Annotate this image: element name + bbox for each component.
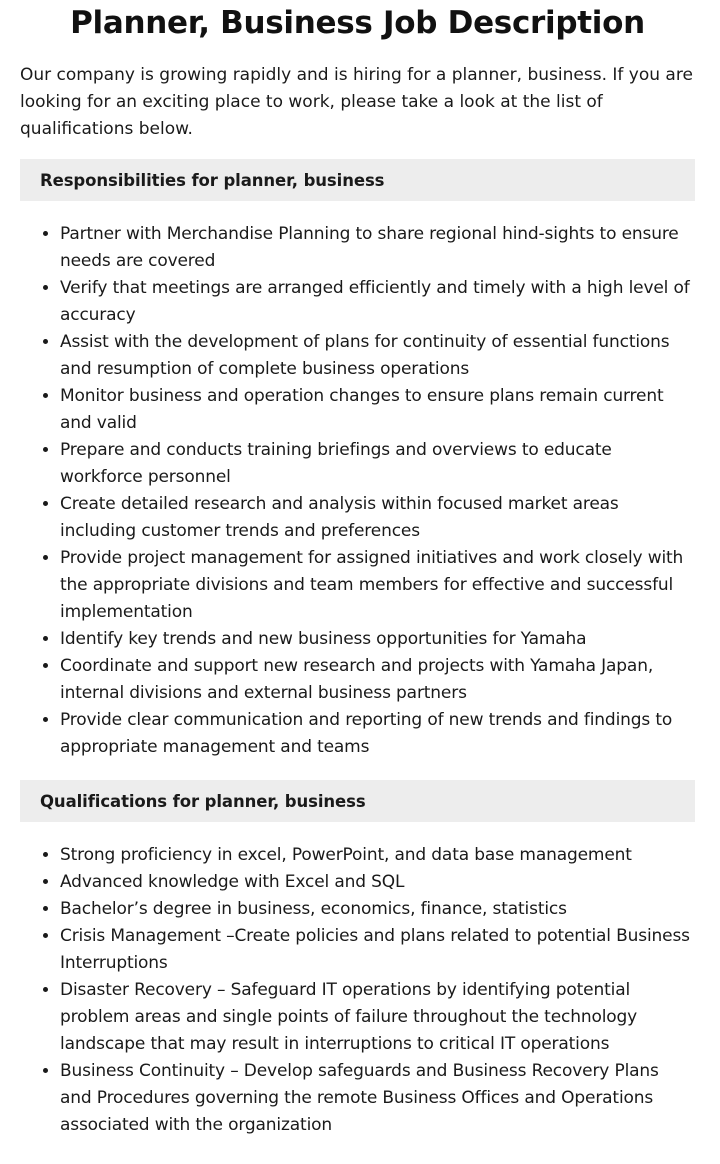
responsibility-item: • Provide project management for assigned initiatives and work closely with the appropriate divisions and team members for effective and successful implementation <box>60 545 695 626</box>
qualification-item: • Strong proficiency in excel, PowerPoint, and data base management <box>60 842 695 869</box>
intro-paragraph: Our company is growing rapidly and is hiring for a planner, business. If you are looking for an exciting place to work, please take a look at the list of qualifications below. <box>20 65 693 139</box>
responsibility-item: • Prepare and conducts training briefings and overviews to educate workforce personnel <box>60 437 695 491</box>
responsibilities-section <box>20 159 695 761</box>
qualifications-heading: Qualifications for planner, business <box>20 780 695 822</box>
qualifications-section <box>20 780 695 1139</box>
responsibility-item: • Create detailed research and analysis within focused market areas including customer trends and preferences <box>60 491 695 545</box>
qualification-item: • Bachelor’s degree in business, economics, finance, statistics <box>60 896 695 923</box>
responsibility-item: • Monitor business and operation changes to ensure plans remain current and valid <box>60 383 695 437</box>
qualification-item: • Advanced knowledge with Excel and SQL <box>60 869 695 896</box>
responsibility-item: • Verify that meetings are arranged efficiently and timely with a high level of accuracy <box>60 275 695 329</box>
qualifications-list <box>20 842 695 1139</box>
responsibilities-heading: Responsibilities for planner, business <box>20 159 695 201</box>
responsibility-item: • Assist with the development of plans for continuity of essential functions and resumption of complete business operations <box>60 329 695 383</box>
responsibilities-list <box>20 221 695 761</box>
responsibility-item: • Provide clear communication and reporting of new trends and findings to appropriate management and teams <box>60 707 695 761</box>
qualification-item: • Crisis Management –Create policies and plans related to potential Business Interruptions <box>60 923 695 977</box>
page-title: Planner, Business Job Description <box>70 5 645 41</box>
qualification-item: • Business Continuity – Develop safeguards and Business Recovery Plans and Procedures governing the remote Business Offices and Operations associated with the organization <box>60 1058 695 1139</box>
responsibility-item: • Identify key trends and new business opportunities for Yamaha <box>60 626 695 653</box>
responsibility-item: • Partner with Merchandise Planning to share regional hind-sights to ensure needs are covered <box>60 221 695 275</box>
responsibility-item: • Coordinate and support new research and projects with Yamaha Japan, internal divisions and external business partners <box>60 653 695 707</box>
qualification-item: • Disaster Recovery – Safeguard IT operations by identifying potential problem areas and single points of failure throughout the technology landscape that may result in interruptions to critical IT operations <box>60 977 695 1058</box>
